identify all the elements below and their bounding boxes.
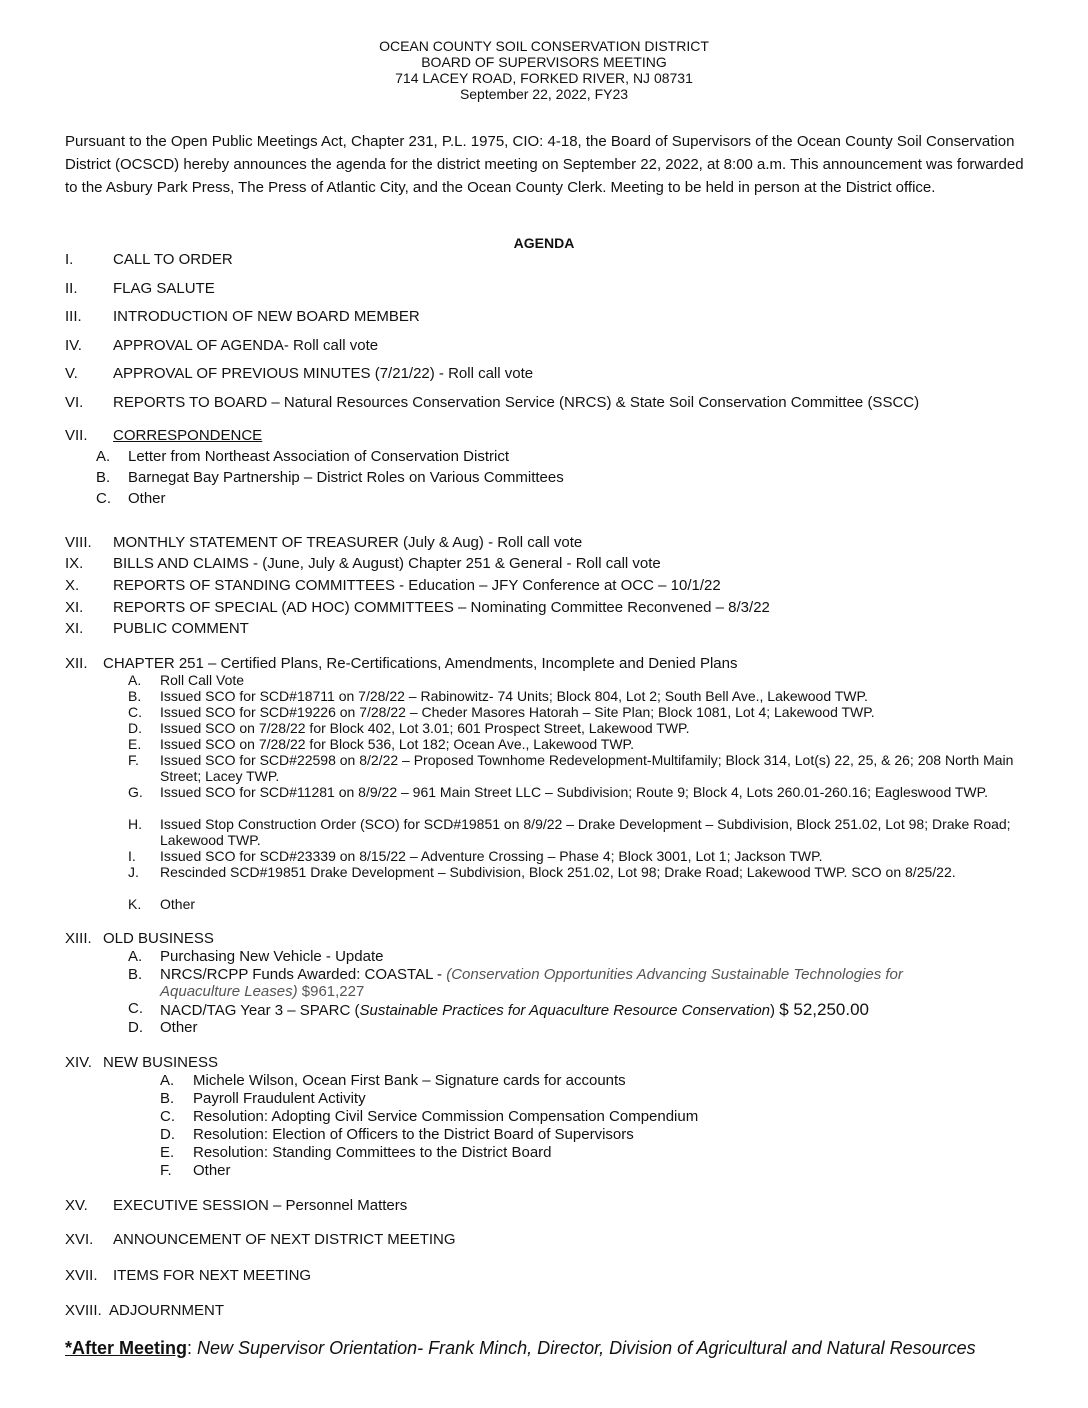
- old-business-c-description: Sustainable Practices for Aquaculture Resource Conservation: [359, 1002, 771, 1019]
- old-business-c-prefix: NACD/TAG Year 3 – SPARC (: [160, 1002, 360, 1019]
- agenda-title: AGENDA: [513, 235, 575, 251]
- header-date: September 22, 2022, FY23: [459, 86, 629, 102]
- header-address: 714 LACEY ROAD, FORKED RIVER, NJ 08731: [395, 70, 693, 86]
- intro-paragraph: Pursuant to the Open Public Meetings Act, Chapter 231, P.L. 1975, CIO: 4-18, the Board of Supervisors of the Ocean County Soil Conservation District (OCSCD) hereby announces the agenda for the district meeting on September 22, 2022, at 8:00 a.m. This announcement was forwarded to the Asbury Park Press, The Press of Atlantic City, and the Ocean County Clerk. Meeting to be held in person at the District office.: [65, 133, 1024, 196]
- header-district: OCEAN COUNTY SOIL CONSERVATION DISTRICT: [379, 38, 709, 54]
- old-business-c-amount: $ 52,250.00: [779, 1000, 869, 1019]
- old-business-b-amount: $961,227: [297, 983, 365, 1000]
- document-header: [0, 38, 1088, 102]
- after-meeting-label: *After Meeting: [65, 1338, 188, 1358]
- agenda-page: OCEAN COUNTY SOIL CONSERVATION DISTRICT BOARD OF SUPERVISORS MEETING 714 LACEY ROAD, FORKED RIVER, NJ 08731 September 22, 2022, FY23 Pursuant to the Open Public Meetings Act, Chapter 231, P.L. 1975, CIO: 4-18, the Board of Supervisors of the Ocean County Soil Conservation District (OCSCD) hereby announces the agenda for the district meeting on September 22, 2022, at 8:00 a.m. This announcement was forwarded to the Asbury Park Press, The Press of Atlantic City, and the Ocean County Clerk. Meeting to be held in person at the District office. AGENDA I. CALL TO ORDER II. FLAG SALUTE III. INTRODUCTION OF NEW BOARD MEMBER IV. APPROVAL OF AGENDA- Roll call vote V. APPROVAL OF PREVIOUS MINUTES (7/21/22) - Roll call vote VI. REPORTS TO BOARD – Natural Resources Conservation Service (NRCS) & State Soil Conservation Committee (SSCC) VII. CORRESPONDENCE A. Letter from Northeast Association of Conservation District B. Barnegat Bay Partnership – District Roles on Various Committees C. Other VIII. MONTHLY STATEMENT OF TREASURER (July & Aug) - Roll call vote IX. BILLS AND CLAIMS - (June, July & August) Chapter 251 & General - Roll call vote X. REPORTS OF STANDING COMMITTEES - Education – JFY Conference at OCC – 10/1/22 XI. REPORTS OF SPECIAL (AD HOC) COMMITTEES – Nominating Committee Reconvened – 8/3/22 XI. PUBLIC COMMENT XII. CHAPTER 251 – Certified Plans, Re-Certifications, Amendments, Incomplete and Denied Plans A. Roll Call Vote B. Issued SCO for SCD#18711 on 7/28/22 – Rabinowitz- 74 Units; Block 804, Lot 2; South Bell Ave., Lakewood TWP. C. Issued SCO for SCD#19226 on 7/28/22 – Cheder Masores Hatorah – Site Plan; Block 1081, Lot 4; Lakewood TWP. D. Issued SCO on 7/28/22 for Block 402, Lot 3.01; 601 Prospect Street, Lakewood TWP. E. Issued SCO on 7/28/22 for Block 536, Lot 182; Ocean Ave., Lakewood TWP. F. Issued SCO for SCD#22598 on 8/2/22 – Proposed Townhome Redevelopment-Multifamily; Block 314, Lot(s) 22, 25, & 26; 208 North Main Street; Lacey TWP. G. Issued SCO for SCD#11281 on 8/9/22 – 961 Main Street LLC – Subdivision; Route 9; Block 4, Lots 260.01-260.16; Eagleswood TWP. H. Issued Stop Construction Order (SCO) for SCD#19851 on 8/9/22 – Drake Development – Subdivision, Block 251.02, Lot 98; Drake Road; Lakewood TWP. I. Issued SCO for SCD#23339 on 8/15/22 – Adventure Crossing – Phase 4; Block 3001, Lot 1; Jackson TWP. J. Rescinded SCD#19851 Drake Development – Subdivision, Block 251.02, Lot 98; Drake Road; Lakewood TWP. SCO on 8/25/22. K. Other XIII. OLD BUSINESS A. Purchasing New Vehicle - Update B. NRCS/RCPP Funds Awarded: COASTAL - (Conservation Opportunities Advancing Sustainable Technologies for Aquaculture Leases) $961,227 C. NACD/TAG Year 3 – SPARC (Sustainable Practices for Aquaculture Resource Conservation) $ 52,250.00 D. Other XIV. NEW BUSINESS A. Michele Wilson, Ocean First Bank – Signature cards for accounts B. Payroll Fraudulent Activity C. Resolution: Adopting Civil Service Commission Compensation Compendium D. Resolution: Election of Officers to the District Board of Supervisors E. Resolution: Standing Committees to the District Board F. Other XV. EXECUTIVE SESSION – Personnel Matters XVI. ANNOUNCEMENT OF NEXT DISTRICT MEETING XVII. ITEMS FOR NEXT MEETING XVIII. ADJOURNMENT *After Meeting: New Supervisor Orientation- Frank Minch, Director, Division of Agricultural and Natural Resources: [0, 0, 1088, 1408]
- after-meeting-text: New Supervisor Orientation- Frank Minch, Director, Division of Agricultural and Natural Resources: [197, 1338, 976, 1358]
- after-meeting-note: [65, 1338, 1065, 1359]
- old-business-b-description: (Conservation Opportunities Advancing Sustainable Technologies for Aquaculture Leases): [160, 966, 903, 1000]
- old-business-c-suffix: ): [770, 1002, 780, 1019]
- header-meeting: BOARD OF SUPERVISORS MEETING: [421, 54, 667, 70]
- after-meeting-colon: :: [187, 1338, 198, 1358]
- old-business-b-prefix: NRCS/RCPP Funds Awarded: COASTAL -: [160, 966, 447, 983]
